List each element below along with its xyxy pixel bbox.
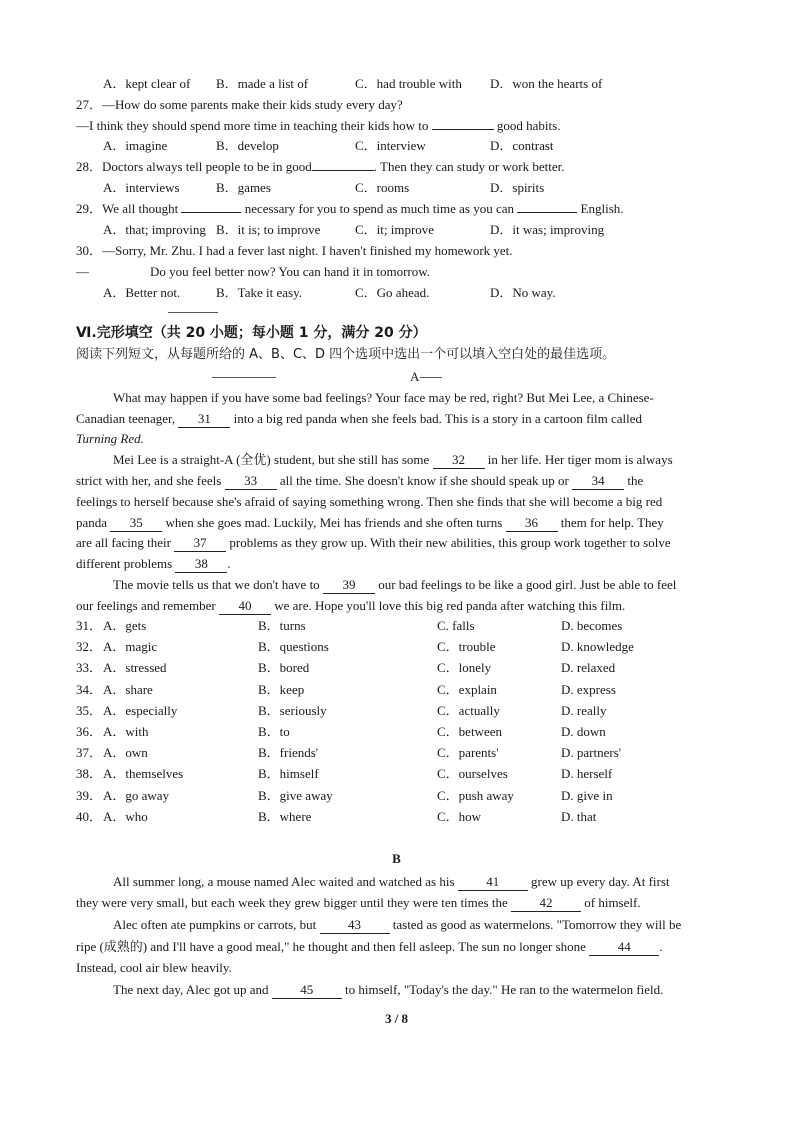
q28-option-a: A．interviews bbox=[103, 180, 180, 195]
option-number: 34． bbox=[76, 681, 103, 697]
text: All summer long, a mouse named Alec waited and watched as his bbox=[113, 874, 455, 889]
text: we are. Hope you'll love this big red panda after watching this film. bbox=[274, 598, 626, 613]
option-c: C．how bbox=[437, 808, 482, 824]
text: The next day, Alec got up and bbox=[113, 982, 269, 997]
q27-stem: 27．—How do some parents make their kids study every day? bbox=[76, 97, 403, 112]
q29-option-d: D．it was; improving bbox=[490, 222, 605, 237]
page-number: 3 / 8 bbox=[384, 1011, 409, 1026]
passage-b-p2-l1 bbox=[113, 917, 681, 934]
option-number: 40． bbox=[76, 808, 103, 824]
text: of himself. bbox=[584, 895, 641, 910]
q30-line-2: Do you feel better now? You can hand it in tomorrow. bbox=[150, 264, 431, 279]
passage-a-p2-l6 bbox=[76, 556, 231, 573]
option-d: D. give in bbox=[561, 787, 613, 803]
text: our bad feelings to be like a good girl. Just be able to feel bbox=[378, 577, 677, 592]
blank-36: 36 bbox=[506, 515, 558, 532]
blank-34: 34 bbox=[572, 473, 624, 490]
option-c: C．actually bbox=[437, 702, 500, 718]
text: they were very small, but each week they grew bigger until they were ten times the bbox=[76, 895, 508, 910]
q30-dash: — bbox=[76, 264, 89, 279]
q28-option-d: D．spirits bbox=[490, 180, 545, 195]
q28-blank bbox=[312, 170, 374, 171]
q27-text-post: good habits. bbox=[496, 118, 561, 133]
section-instruction: 阅读下列短文，从每题所给的 A、B、C、D 四个选项中选出一个可以填入空白处的最佳选项。 bbox=[76, 347, 616, 362]
passage-a-p1-l1: What may happen if you have some bad feelings? Your face may be red, right? But Mei Lee, a Chinese- bbox=[113, 390, 654, 405]
passage-b-p3-l1 bbox=[113, 982, 663, 999]
blank-42: 42 bbox=[511, 895, 581, 912]
q29-text-pre: 29．We all thought bbox=[76, 201, 179, 216]
q29-option-a: A．that; improving bbox=[103, 222, 206, 237]
text: into a big red panda when she feels bad. This is a story in a cartoon film called bbox=[233, 411, 643, 426]
text: strict with her, and she feels bbox=[76, 473, 222, 488]
option-d: D. herself bbox=[561, 766, 613, 782]
q28-text-post: . Then they can study or work better. bbox=[373, 159, 565, 174]
option-number: 31． bbox=[76, 618, 103, 633]
option-c: C．lonely bbox=[437, 660, 492, 676]
blank-37: 37 bbox=[174, 535, 226, 552]
option-d: D. relaxed bbox=[561, 660, 616, 676]
option-b: B．bored bbox=[258, 660, 310, 676]
option-number: 32． bbox=[76, 639, 103, 655]
option-a: A．magic bbox=[103, 639, 158, 655]
q28-option-c: C．rooms bbox=[355, 180, 410, 195]
q29-text-post: English. bbox=[580, 201, 624, 216]
passage-b-p2-l2 bbox=[76, 939, 662, 956]
q30-option-d: D．No way. bbox=[490, 285, 556, 300]
text: Canadian teenager, bbox=[76, 411, 176, 426]
q30-option-b: B．Take it easy. bbox=[216, 285, 302, 300]
blank-33: 33 bbox=[225, 473, 277, 490]
q27-option-a: A．imagine bbox=[103, 138, 168, 153]
text: tasted as good as watermelons. "Tomorrow they will be bbox=[392, 917, 682, 932]
option-a: A．share bbox=[103, 681, 153, 697]
passage-b-p1-l1 bbox=[113, 874, 670, 891]
passage-b-p1-l2 bbox=[76, 895, 641, 912]
passage-b-p2-l3: Instead, cool air blew heavily. bbox=[76, 960, 232, 975]
q30-option-c: C．Go ahead. bbox=[355, 285, 430, 300]
option-number: 33． bbox=[76, 660, 103, 676]
text: them for help. They bbox=[560, 515, 664, 530]
text: grew up every day. At first bbox=[531, 874, 670, 889]
blank-31: 31 bbox=[178, 411, 230, 428]
option-a: A．go away bbox=[103, 787, 170, 803]
text: Mei Lee is a straight-A (全优) student, but she still has some bbox=[113, 452, 430, 467]
passage-a-p2-l5 bbox=[76, 535, 671, 552]
option-number: 35． bbox=[76, 702, 103, 718]
blank-43: 43 bbox=[320, 917, 390, 934]
divider-left bbox=[212, 377, 276, 378]
text: our feelings and remember bbox=[76, 598, 216, 613]
option-a: A．themselves bbox=[103, 766, 184, 782]
option-a: A．stressed bbox=[103, 660, 167, 676]
q29-option-c: C．it; improve bbox=[355, 222, 435, 237]
q29-text-mid: necessary for you to spend as much time as you can bbox=[244, 201, 515, 216]
passage-a-p2-l2 bbox=[76, 473, 643, 490]
text: The movie tells us that we don't have to bbox=[113, 577, 320, 592]
option-c: C．explain bbox=[437, 681, 497, 697]
q30-option-a: A．Better not. bbox=[103, 285, 181, 300]
divider-right bbox=[420, 377, 442, 378]
text: when she goes mad. Luckily, Mei has friends and she often turns bbox=[165, 515, 503, 530]
q29-blank-2 bbox=[517, 212, 577, 213]
option-c: C．trouble bbox=[437, 639, 496, 655]
option-c: C．between bbox=[437, 724, 502, 739]
option-d: D. partners' bbox=[561, 745, 622, 761]
text: different problems bbox=[76, 556, 173, 571]
q30-line-1: 30．—Sorry, Mr. Zhu. I had a fever last night. I haven't finished my homework yet. bbox=[76, 243, 513, 258]
option-a: A．with bbox=[103, 724, 149, 739]
blank-45: 45 bbox=[272, 982, 342, 999]
blank-40: 40 bbox=[219, 598, 271, 615]
option-b: B．where bbox=[258, 808, 312, 824]
q28-stem bbox=[76, 159, 565, 175]
q29-stem bbox=[76, 201, 624, 217]
q28-text-pre: 28．Doctors always tell people to be in good bbox=[76, 159, 312, 174]
q26-option-a: A．kept clear of bbox=[103, 76, 191, 91]
passage-a-p2-l3: feelings to herself because she's afraid of saying something wrong. Then she finds that she will become a big red bbox=[76, 494, 663, 509]
q29-option-b: B．it is; to improve bbox=[216, 222, 321, 237]
passage-a-p3-l2 bbox=[76, 598, 625, 615]
text: . bbox=[659, 939, 663, 954]
option-d: D. down bbox=[561, 724, 606, 739]
q26-option-c: C．had trouble with bbox=[355, 76, 462, 91]
passage-a-p1-l2 bbox=[76, 411, 642, 428]
option-a: A．gets bbox=[103, 618, 147, 633]
text: in her life. Her tiger mom is always bbox=[487, 452, 673, 467]
option-b: B．friends' bbox=[258, 745, 319, 761]
option-number: 39． bbox=[76, 787, 103, 803]
text: to himself, "Today's the day." He ran to the watermelon field. bbox=[344, 982, 664, 997]
text: are all facing their bbox=[76, 535, 171, 550]
q27-option-d: D．contrast bbox=[490, 138, 554, 153]
text: the bbox=[627, 473, 644, 488]
option-d: D. becomes bbox=[561, 618, 623, 633]
passage-a-p2-l4 bbox=[76, 515, 664, 532]
blank-32: 32 bbox=[433, 452, 485, 469]
text: Alec often ate pumpkins or carrots, but bbox=[113, 917, 317, 932]
option-c: C. falls bbox=[437, 618, 475, 633]
option-d: D. knowledge bbox=[561, 639, 634, 655]
q29-blank-1 bbox=[181, 212, 241, 213]
q28-option-b: B．games bbox=[216, 180, 271, 195]
q26-option-d: D．won the hearts of bbox=[490, 76, 603, 91]
passage-a-label: A bbox=[410, 369, 420, 384]
option-number: 36． bbox=[76, 724, 103, 739]
option-d: D. really bbox=[561, 702, 607, 718]
q27-text-pre: —I think they should spend more time in teaching their kids how to bbox=[76, 118, 429, 133]
option-number: 37． bbox=[76, 745, 103, 761]
option-b: B．give away bbox=[258, 787, 333, 803]
option-a: A．especially bbox=[103, 702, 178, 718]
option-b: B．questions bbox=[258, 639, 329, 655]
text: all the time. She doesn't know if she should speak up or bbox=[279, 473, 569, 488]
blank-44: 44 bbox=[589, 939, 659, 956]
option-b: B．keep bbox=[258, 681, 305, 697]
option-d: D. that bbox=[561, 808, 597, 824]
blank-38: 38 bbox=[175, 556, 227, 573]
q27-answer-line bbox=[76, 118, 560, 134]
option-c: C．push away bbox=[437, 787, 514, 803]
section-title: Ⅵ.完形填空（共 20 小题；每小题 1 分，满分 20 分） bbox=[76, 325, 427, 341]
option-b: B．seriously bbox=[258, 702, 327, 718]
option-a: A．who bbox=[103, 808, 148, 824]
q26-option-b: B．made a list of bbox=[216, 76, 309, 91]
text: . bbox=[227, 556, 231, 571]
option-c: C．parents' bbox=[437, 745, 499, 761]
q27-option-b: B．develop bbox=[216, 138, 279, 153]
passage-b-label: B bbox=[392, 851, 401, 866]
film-title: Turning Red. bbox=[76, 431, 144, 446]
text: ripe (成熟的) and I'll have a good meal," he thought and then fell asleep. The sun no longer shone bbox=[76, 939, 586, 954]
option-number: 38． bbox=[76, 766, 103, 782]
passage-a-p2-l1 bbox=[113, 452, 673, 469]
q27-option-c: C．interview bbox=[355, 138, 426, 153]
option-c: C．ourselves bbox=[437, 766, 508, 782]
passage-a-p3-l1 bbox=[113, 577, 676, 594]
blank-41: 41 bbox=[458, 874, 528, 891]
text: panda bbox=[76, 515, 108, 530]
divider bbox=[168, 312, 218, 313]
option-b: B．turns bbox=[258, 618, 306, 633]
option-a: A．own bbox=[103, 745, 148, 761]
text: problems as they grow up. With their new abilities, this group work together to solve bbox=[229, 535, 671, 550]
blank-35: 35 bbox=[110, 515, 162, 532]
option-d: D. express bbox=[561, 681, 616, 697]
q27-blank bbox=[432, 129, 494, 130]
option-b: B．to bbox=[258, 724, 290, 739]
blank-39: 39 bbox=[323, 577, 375, 594]
option-b: B．himself bbox=[258, 766, 319, 782]
